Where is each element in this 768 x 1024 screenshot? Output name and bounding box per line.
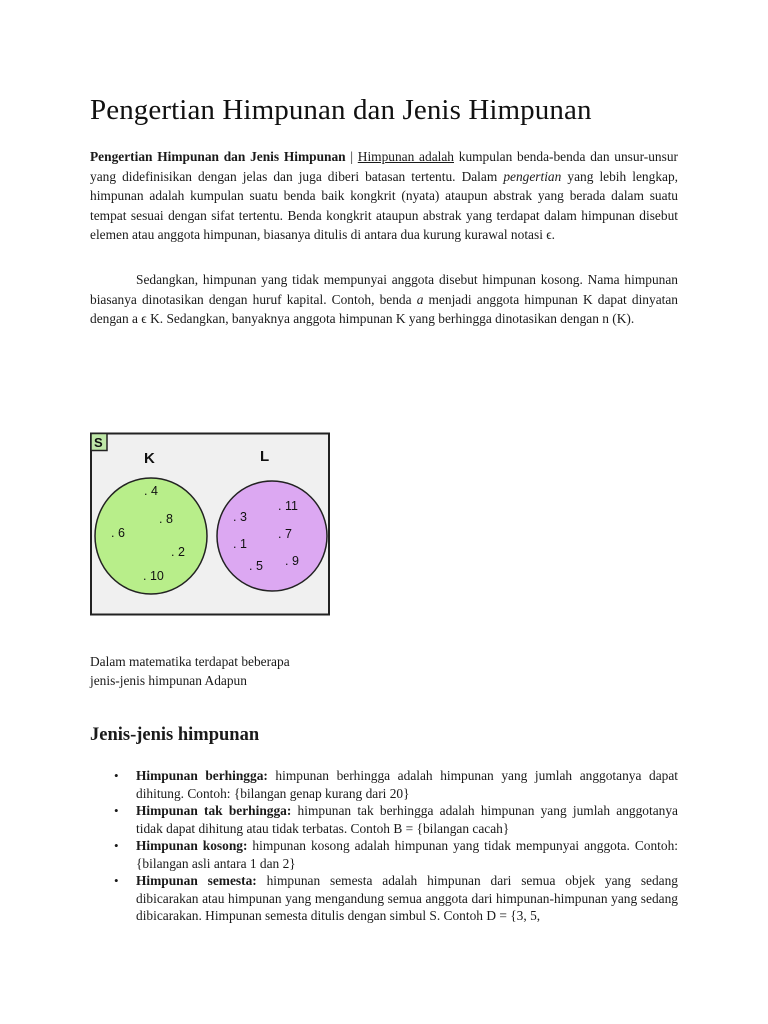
list-item-term: Himpunan semesta:: [136, 873, 257, 888]
set-l-member: . 1: [233, 537, 247, 551]
intro-bold-lead: Pengertian Himpunan dan Jenis Himpunan: [90, 149, 346, 164]
set-l-label: L: [260, 448, 270, 465]
universe-label: S: [94, 435, 103, 450]
set-k-member: . 4: [144, 484, 158, 498]
set-k-label: K: [144, 450, 155, 467]
set-k-member: . 2: [171, 545, 185, 559]
list-item-text: himpunan kosong adalah himpunan yang tidak mempunyai anggota. Contoh: {bilangan asli antara 1 dan 2}: [136, 838, 678, 871]
set-l-member: . 5: [249, 559, 263, 573]
list-item-text: himpunan semesta adalah himpunan dari semua objek yang sedang dibicarakan atau himpunan yang mengandung semua anggota dari himpunan-himpunan yang sedang dibicarakan. Himpunan semesta ditulis dengan simbul S. Contoh D = {3, 5,: [136, 873, 679, 923]
bullet-icon: •: [114, 873, 119, 888]
set-types-list: [90, 767, 678, 925]
list-item: [90, 872, 678, 925]
para2-text-a: Sedangkan, himpunan yang tidak mempunyai anggota disebut himpunan kosong. Nama himpunan biasanya dinotasikan dengan huruf kapital. Contoh, benda: [90, 272, 678, 307]
caption-line-1: Dalam matematika terdapat beberapa: [90, 654, 290, 669]
venn-diagram: [90, 432, 332, 618]
list-item: [90, 767, 678, 802]
intro-link[interactable]: Himpunan adalah: [357, 149, 454, 164]
bullet-icon: •: [114, 803, 119, 818]
intro-text-a: kumpulan benda-benda dan unsur-unsur yang didefinisikan dengan jelas dan juga diberi batasan tertentu. Dalam: [90, 149, 678, 184]
intro-italic-word: pengertian: [503, 168, 562, 184]
list-item-term: Himpunan kosong:: [136, 838, 248, 853]
list-item-term: Himpunan tak berhingga:: [136, 803, 292, 818]
set-k-member: . 8: [159, 512, 173, 526]
intro-text-b: yang lebih lengkap, himpunan adalah kumpulan suatu benda baik kongkrit (nyata) ataupun abstrak yang berada dalam suatu tempat sesuai dengan sifat tertentu. Benda kongkrit ataupun abstrak yang terdapat dalam himpunan disebut elemen atau anggota himpunan, biasanya ditulis di antara dua kurung kurawal notasi ϵ.: [90, 168, 678, 242]
list-item: [90, 837, 678, 872]
list-item: [90, 802, 678, 837]
para2-italic-a: a: [416, 291, 424, 307]
set-l-member: . 3: [233, 510, 247, 524]
set-k-member: . 6: [111, 526, 125, 540]
set-l-member: . 11: [278, 499, 298, 513]
para2-text-b: menjadi anggota himpunan K dapat dinyatan dengan a ϵ K. Sedangkan, banyaknya anggota himpunan K yang berhingga dinotasikan dengan n (K).: [90, 291, 678, 326]
list-item-term: Himpunan berhingga:: [136, 768, 268, 783]
set-l-member: . 7: [278, 527, 292, 541]
set-l-ellipse: [217, 481, 327, 591]
second-paragraph: [90, 270, 678, 329]
intro-paragraph: [90, 147, 678, 245]
intro-separator: |: [345, 149, 358, 164]
bullet-icon: •: [114, 838, 119, 853]
set-l-member: . 9: [285, 554, 299, 568]
set-k-member: . 10: [143, 569, 164, 583]
section-heading: Jenis-jenis himpunan: [90, 725, 260, 745]
page-title: Pengertian Himpunan dan Jenis Himpunan: [90, 94, 592, 126]
caption-line-2: jenis-jenis himpunan Adapun: [90, 673, 247, 688]
venn-caption: [90, 652, 350, 690]
list-item-text: himpunan berhingga adalah himpunan yang jumlah anggotanya dapat dihitung. Contoh: {bilangan genap kurang dari 20}: [136, 768, 678, 801]
list-item-text: himpunan tak berhingga adalah himpunan yang jumlah anggotanya tidak dapat dihitung atau tidak terbatas. Contoh B = {bilangan cacah}: [136, 803, 678, 836]
bullet-icon: •: [114, 768, 119, 783]
